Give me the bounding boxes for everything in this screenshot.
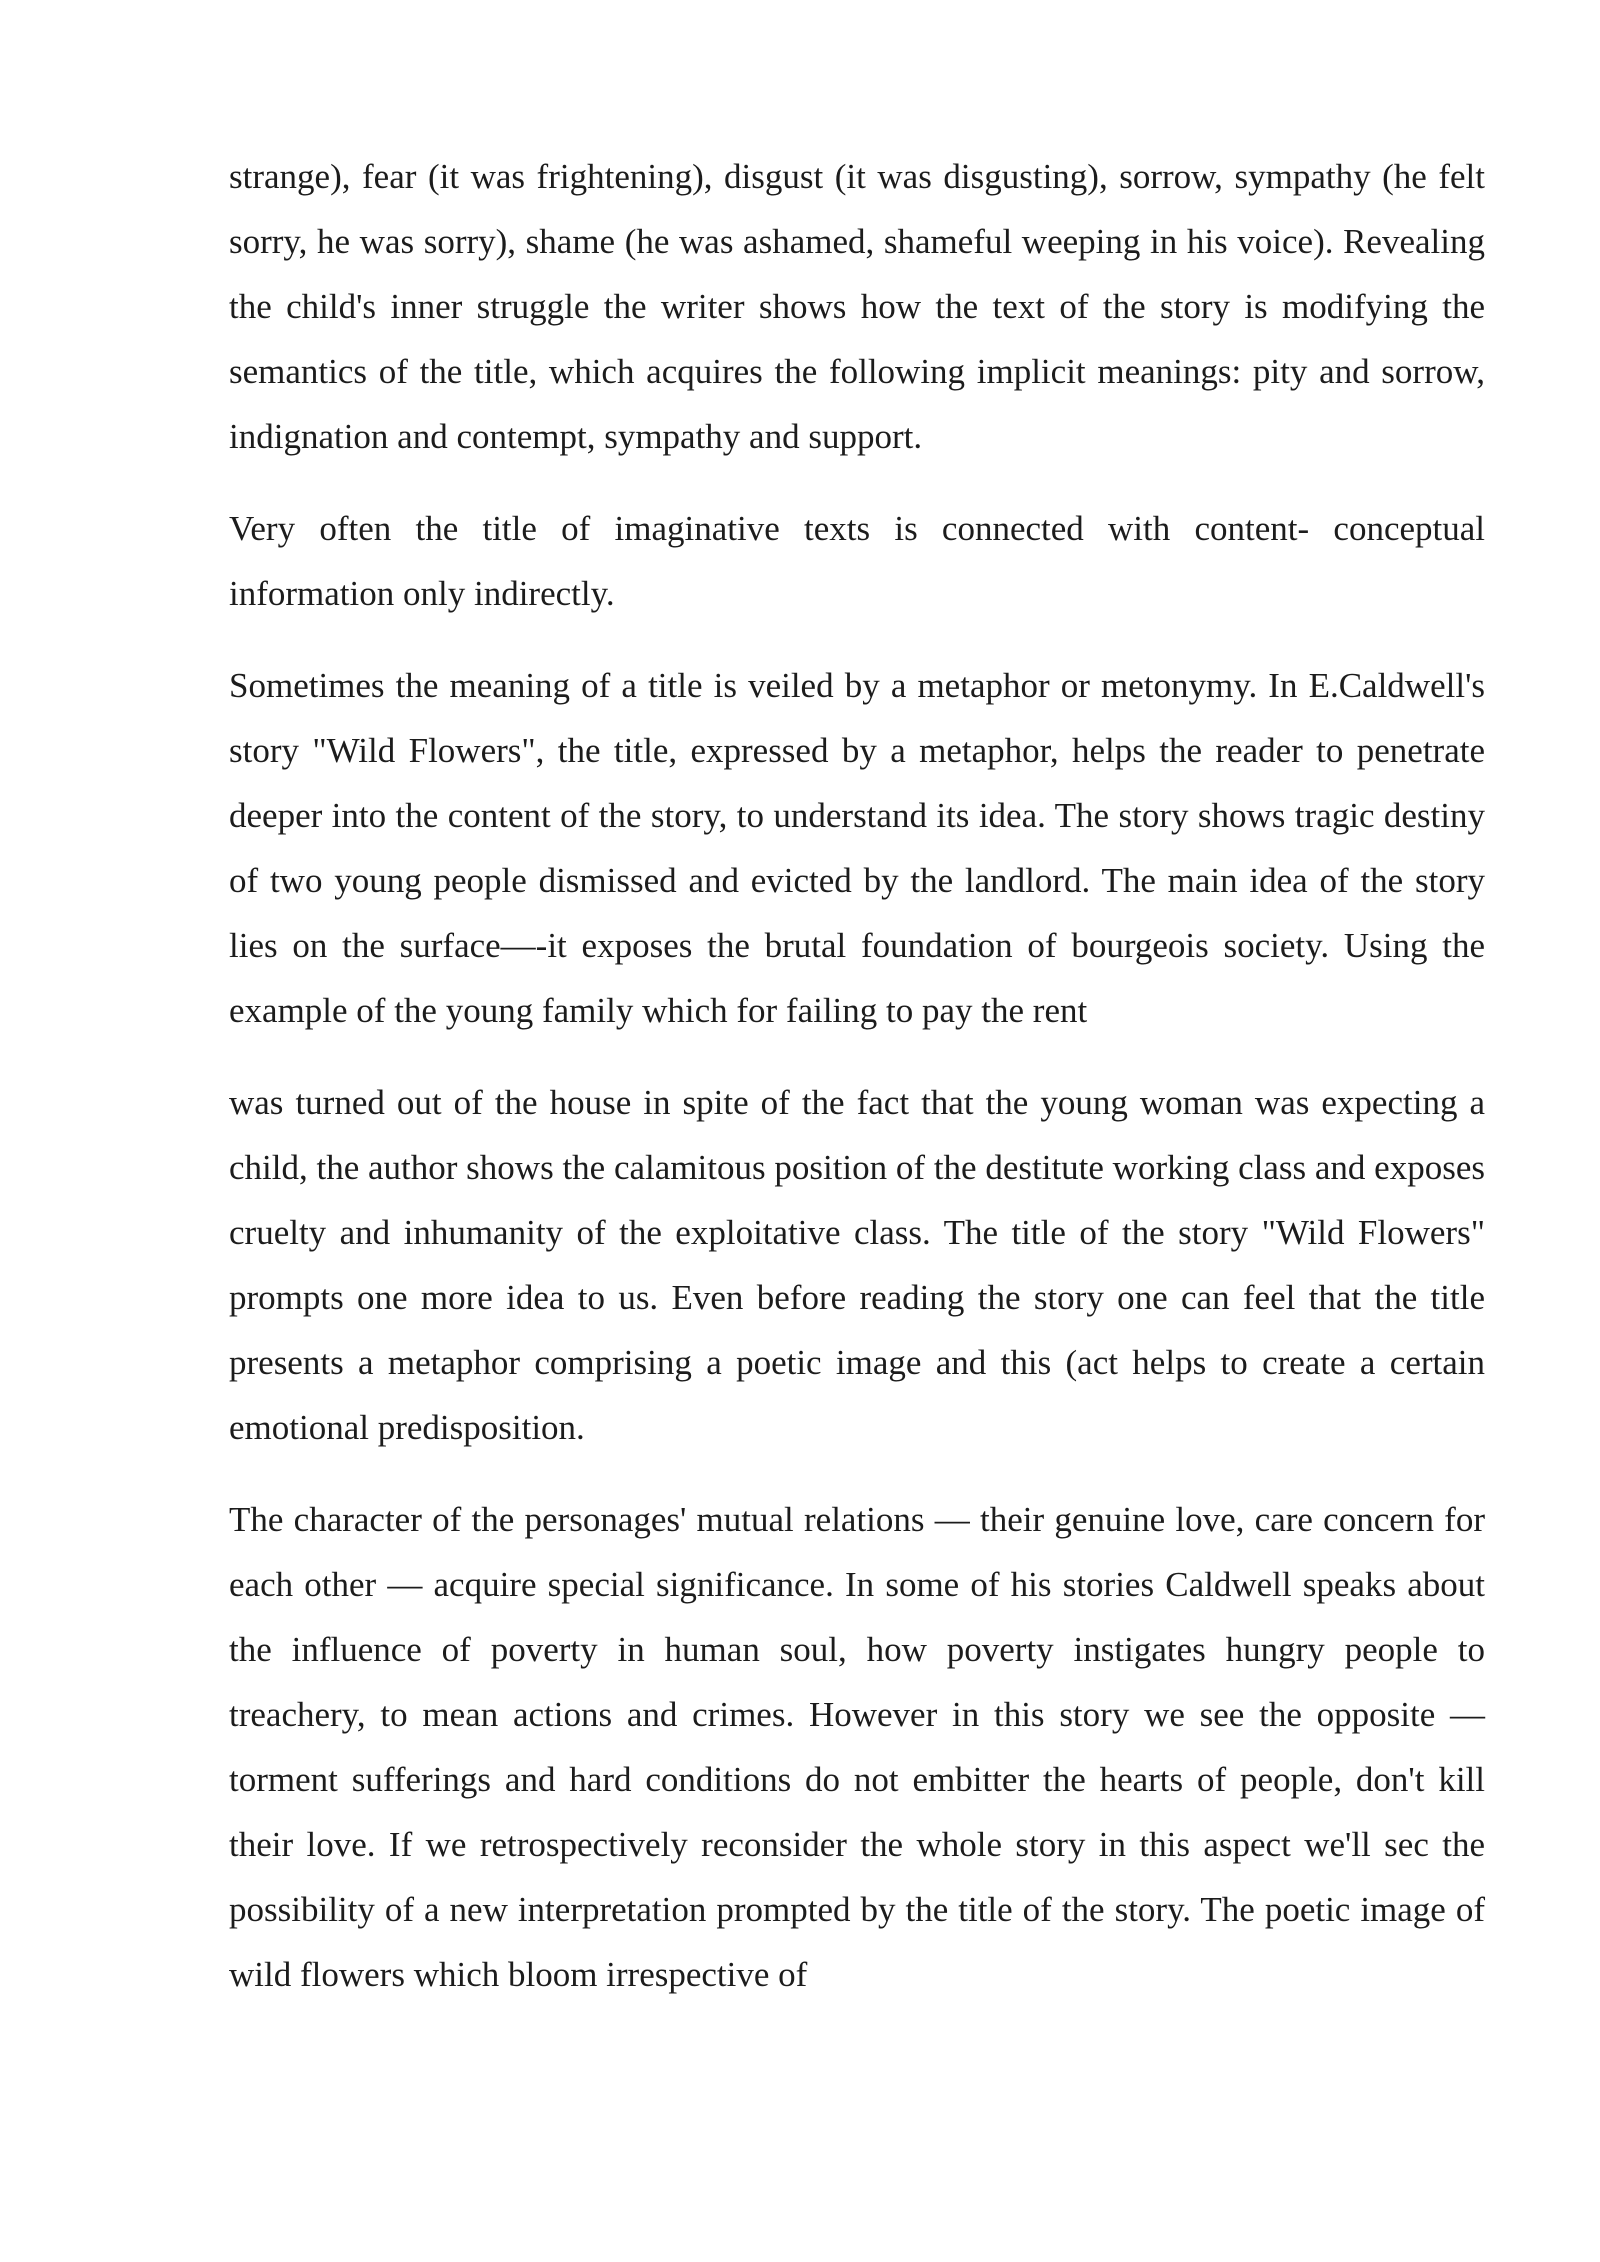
paragraph-5: The character of the personages' mutual relations — their genuine love, care concern for each other — acquire special significance. In some of his stories Caldwell speaks about the influence of poverty in human soul, how poverty instigates hungry people to treachery, to mean actions and crimes. However in this story we see the opposite —torment sufferings and hard conditions do not embitter the hearts of people, don't kill their love. If we retrospectively reconsider the whole story in this aspect we'll sec the possibility of a new interpretation prompted by the title of the story. The poetic image of wild flowers which bloom irrespective of: [229, 1500, 1485, 1994]
paragraph-2: Very often the title of imaginative texts is connected with content- conceptual information only indirectly.: [229, 509, 1485, 613]
paragraph-4: was turned out of the house in spite of the fact that the young woman was expecting a child, the author shows the calamitous position of the destitute working class and exposes cruelty and inhumanity of the exploitative class. The title of the story "Wild Flowers" prompts one more idea to us. Even before reading the story one can feel that the title presents a metaphor comprising a poetic image and this (act helps to create a certain emotional predisposition.: [229, 1083, 1485, 1447]
paragraph-1: strange), fear (it was frightening), disgust (it was disgusting), sorrow, sympathy (he felt sorry, he was sorry), shame (he was ashamed, shameful weeping in his voice). Revealing the child's inner struggle the writer shows how the text of the story is modifying the semantics of the title, which acquires the following implicit meanings: pity and sorrow, indignation and contempt, sympathy and support.: [229, 157, 1485, 456]
paragraph-3: Sometimes the meaning of a title is veiled by a metaphor or metonymy. In E.Caldwell's story "Wild Flowers", the title, expressed by a metaphor, helps the reader to penetrate deeper into the content of the story, to understand its idea. The story shows tragic destiny of two young people dismissed and evicted by the landlord. The main idea of the story lies on the surface—-it exposes the brutal foundation of bourgeois society. Using the example of the young family which for failing to pay the rent: [229, 666, 1485, 1030]
document-page: [229, 144, 1485, 2034]
